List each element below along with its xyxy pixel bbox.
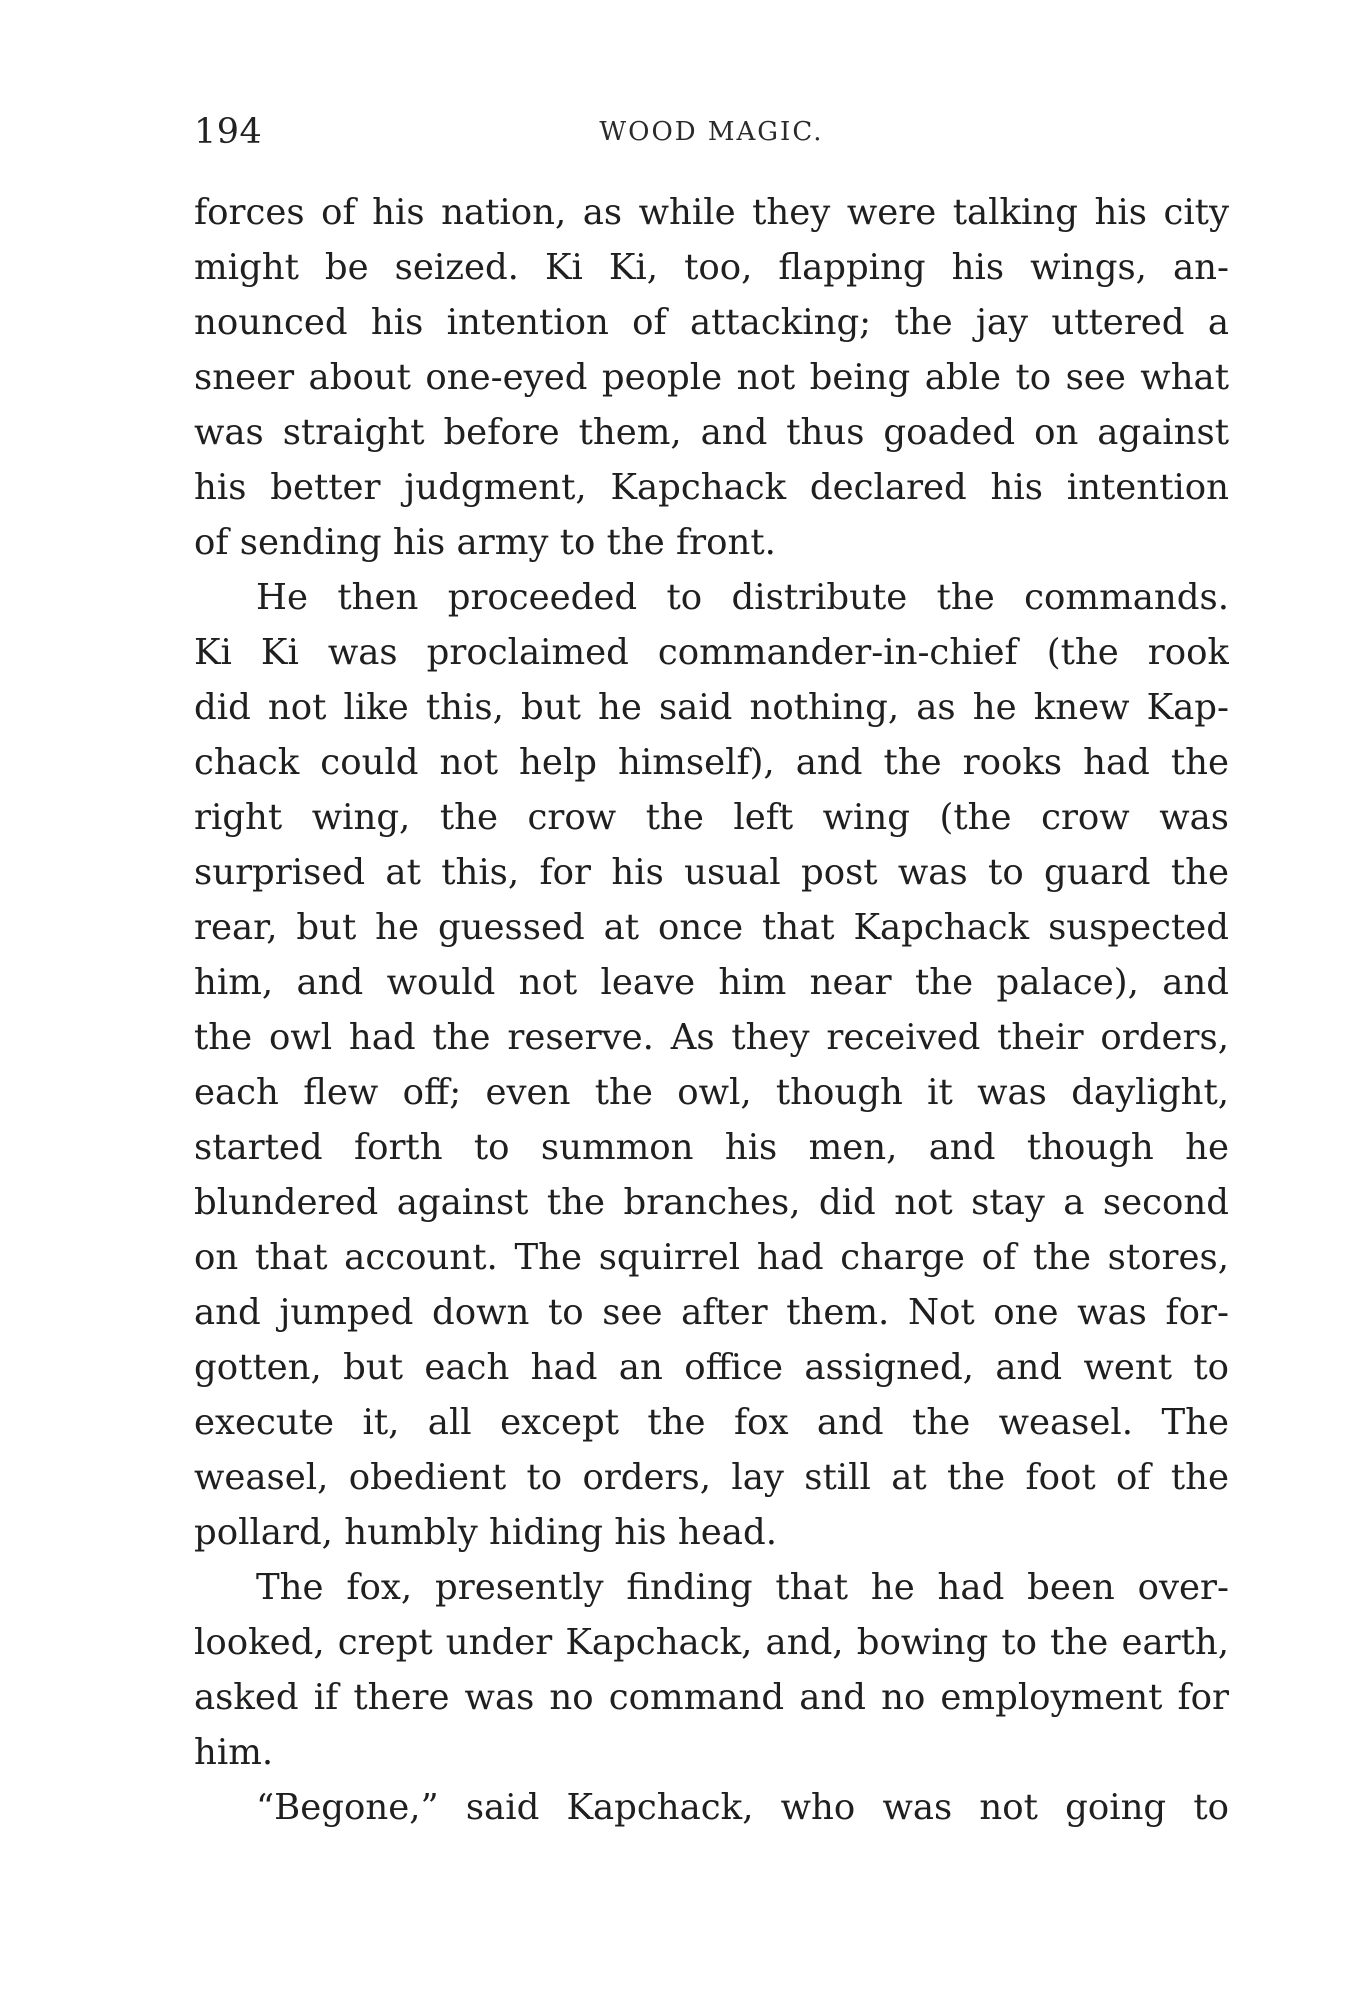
paragraph-start-line: The fox, presently finding that he had been over- bbox=[256, 1567, 1229, 1608]
text-line: forces of his nation, as while they were talking his city bbox=[194, 192, 1229, 233]
text-line: started forth to summon his men, and though he bbox=[194, 1127, 1229, 1168]
page-number: 194 bbox=[194, 112, 263, 152]
text-line: was straight before them, and thus goaded on against bbox=[194, 412, 1229, 453]
paragraph-end-line: him. bbox=[194, 1732, 274, 1773]
text-line: right wing, the crow the left wing (the crow was bbox=[194, 797, 1229, 838]
text-line: him, and would not leave him near the palace), and bbox=[194, 962, 1229, 1003]
paragraph-end-line: of sending his army to the front. bbox=[194, 522, 776, 563]
text-line: looked, crept under Kapchack, and, bowing to the earth, bbox=[194, 1622, 1229, 1663]
text-line: rear, but he guessed at once that Kapchack suspected bbox=[194, 907, 1229, 948]
text-line: the owl had the reserve. As they received their orders, bbox=[194, 1017, 1229, 1058]
page-header bbox=[194, 112, 1229, 152]
text-line: and jumped down to see after them. Not one was for- bbox=[194, 1292, 1229, 1333]
text-line: did not like this, but he said nothing, as he knew Kap- bbox=[194, 687, 1229, 728]
text-line: blundered against the branches, did not stay a second bbox=[194, 1182, 1229, 1223]
text-line: gotten, but each had an office assigned, and went to bbox=[194, 1347, 1229, 1388]
paragraph-start-line: He then proceeded to distribute the commands. bbox=[256, 577, 1229, 618]
body-text bbox=[194, 185, 1229, 1835]
text-line: each flew off; even the owl, though it was daylight, bbox=[194, 1072, 1229, 1113]
text-line: weasel, obedient to orders, lay still at the foot of the bbox=[194, 1457, 1229, 1498]
text-line: surprised at this, for his usual post was to guard the bbox=[194, 852, 1229, 893]
text-line: his better judgment, Kapchack declared his intention bbox=[194, 467, 1229, 508]
paragraph-start-line: “Begone,” said Kapchack, who was not going to bbox=[256, 1787, 1229, 1828]
text-line: asked if there was no command and no employment for bbox=[194, 1677, 1229, 1718]
text-line: on that account. The squirrel had charge of the stores, bbox=[194, 1237, 1229, 1278]
running-title: WOOD MAGIC. bbox=[599, 117, 824, 147]
text-line: nounced his intention of attacking; the jay uttered a bbox=[194, 302, 1229, 343]
text-line: chack could not help himself), and the rooks had the bbox=[194, 742, 1229, 783]
text-line: Ki Ki was proclaimed commander-in-chief (the rook bbox=[194, 632, 1229, 673]
text-line: execute it, all except the fox and the weasel. The bbox=[194, 1402, 1229, 1443]
text-line: might be seized. Ki Ki, too, flapping his wings, an- bbox=[194, 247, 1229, 288]
paragraph-end-line: pollard, humbly hiding his head. bbox=[194, 1512, 777, 1553]
text-line: sneer about one-eyed people not being able to see what bbox=[194, 357, 1229, 398]
